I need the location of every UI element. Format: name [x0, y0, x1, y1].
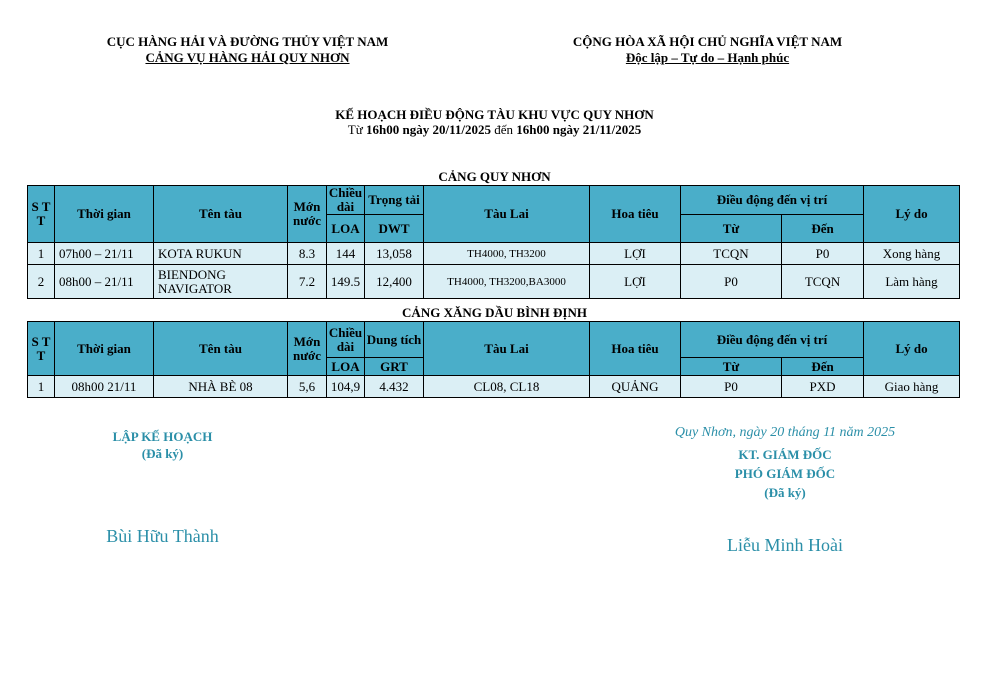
cell-stt: 1 — [28, 376, 55, 398]
col-pilot: Hoa tiêu — [590, 322, 681, 376]
cell-to: TCQN — [782, 265, 864, 299]
col-tonnage: Trọng tải — [365, 186, 424, 215]
director-title2: PHÓ GIÁM ĐỐC — [734, 466, 836, 481]
cell-loa: 144 — [327, 243, 365, 265]
director-block — [650, 445, 920, 502]
port1-title: CẢNG QUY NHƠN — [438, 169, 551, 184]
col-move: Điều động đến vị trí — [681, 322, 864, 358]
cell-dwt: 12,400 — [365, 265, 424, 299]
cell-from: P0 — [681, 376, 782, 398]
col-grt: GRT — [365, 358, 424, 376]
cell-loa: 149.5 — [327, 265, 365, 299]
planner-signed: (Đã ký) — [141, 446, 184, 461]
cell-time: 08h00 21/11 — [55, 376, 154, 398]
col-stt: S T T — [28, 186, 55, 243]
cell-ship: KOTA RUKUN — [154, 243, 288, 265]
col-from: Từ — [681, 358, 782, 376]
port1-table — [27, 185, 960, 299]
cell-reason: Giao hàng — [864, 376, 960, 398]
col-to: Đến — [782, 358, 864, 376]
col-draft: Mớn nước — [288, 322, 327, 376]
col-reason: Lý do — [864, 322, 960, 376]
cell-from: P0 — [681, 265, 782, 299]
director-name: Liễu Minh Hoài — [727, 535, 843, 555]
col-tug: Tàu Lai — [424, 322, 590, 376]
col-ship: Tên tàu — [154, 322, 288, 376]
col-dwt: DWT — [365, 215, 424, 243]
port2-title: CẢNG XĂNG DẦU BÌNH ĐỊNH — [402, 305, 587, 320]
org-subname: CẢNG VỤ HÀNG HẢI QUY NHƠN — [145, 50, 350, 65]
cell-from: TCQN — [681, 243, 782, 265]
cell-ship: NHÀ BÈ 08 — [154, 376, 288, 398]
col-capacity: Dung tích — [365, 322, 424, 358]
col-stt: S T T — [28, 322, 55, 376]
col-length: Chiều dài — [327, 322, 365, 358]
col-tug: Tàu Lai — [424, 186, 590, 243]
planner-name: Bùi Hữu Thành — [106, 526, 219, 546]
director-title1: KT. GIÁM ĐỐC — [738, 447, 832, 462]
col-move: Điều động đến vị trí — [681, 186, 864, 215]
table-row — [28, 376, 960, 398]
director-signed: (Đã ký) — [764, 485, 806, 500]
cell-draft: 5,6 — [288, 376, 327, 398]
col-to: Đến — [782, 215, 864, 243]
cell-to: P0 — [782, 243, 864, 265]
cell-draft: 7.2 — [288, 265, 327, 299]
col-loa: LOA — [327, 358, 365, 376]
cell-dwt: 13,058 — [365, 243, 424, 265]
cell-stt: 1 — [28, 243, 55, 265]
cell-pilot: QUẢNG — [590, 376, 681, 398]
planner-title: LẬP KẾ HOẠCH — [112, 429, 213, 444]
nation-header — [535, 34, 880, 66]
cell-time: 07h00 – 21/11 — [55, 243, 154, 265]
port2-table — [27, 321, 960, 398]
title-period: Từ 16h00 ngày 20/11/2025 đến 16h00 ngày 21/11/2025 — [347, 122, 642, 137]
cell-loa: 104,9 — [327, 376, 365, 398]
col-from: Từ — [681, 215, 782, 243]
cell-tug: TH4000, TH3200,BA3000 — [424, 265, 590, 299]
cell-pilot: LỢI — [590, 265, 681, 299]
cell-draft: 8.3 — [288, 243, 327, 265]
table-row — [28, 243, 960, 265]
place-date: Quy Nhơn, ngày 20 tháng 11 năm 2025 — [674, 425, 896, 440]
nation-name: CỘNG HÒA XÃ HỘI CHỦ NGHĨA VIỆT NAM — [572, 34, 843, 49]
col-reason: Lý do — [864, 186, 960, 243]
col-pilot: Hoa tiêu — [590, 186, 681, 243]
nation-motto: Độc lập – Tự do – Hạnh phúc — [625, 50, 790, 65]
col-length: Chiều dài — [327, 186, 365, 215]
cell-pilot: LỢI — [590, 243, 681, 265]
cell-stt: 2 — [28, 265, 55, 299]
cell-to: PXD — [782, 376, 864, 398]
org-header — [70, 34, 425, 66]
col-time: Thời gian — [55, 186, 154, 243]
col-ship: Tên tàu — [154, 186, 288, 243]
document-title — [0, 107, 989, 137]
cell-grt: 4.432 — [365, 376, 424, 398]
col-draft: Mớn nước — [288, 186, 327, 243]
col-loa: LOA — [327, 215, 365, 243]
cell-tug: TH4000, TH3200 — [424, 243, 590, 265]
planner-block — [60, 428, 265, 462]
cell-reason: Xong hàng — [864, 243, 960, 265]
cell-ship: BIENDONG NAVIGATOR — [154, 265, 288, 299]
table-row — [28, 265, 960, 299]
cell-tug: CL08, CL18 — [424, 376, 590, 398]
cell-reason: Làm hàng — [864, 265, 960, 299]
org-name: CỤC HÀNG HẢI VÀ ĐƯỜNG THỦY VIỆT NAM — [106, 34, 389, 49]
title-main: KẾ HOẠCH ĐIỀU ĐỘNG TÀU KHU VỰC QUY NHƠN — [335, 107, 654, 122]
cell-time: 08h00 – 21/11 — [55, 265, 154, 299]
col-time: Thời gian — [55, 322, 154, 376]
